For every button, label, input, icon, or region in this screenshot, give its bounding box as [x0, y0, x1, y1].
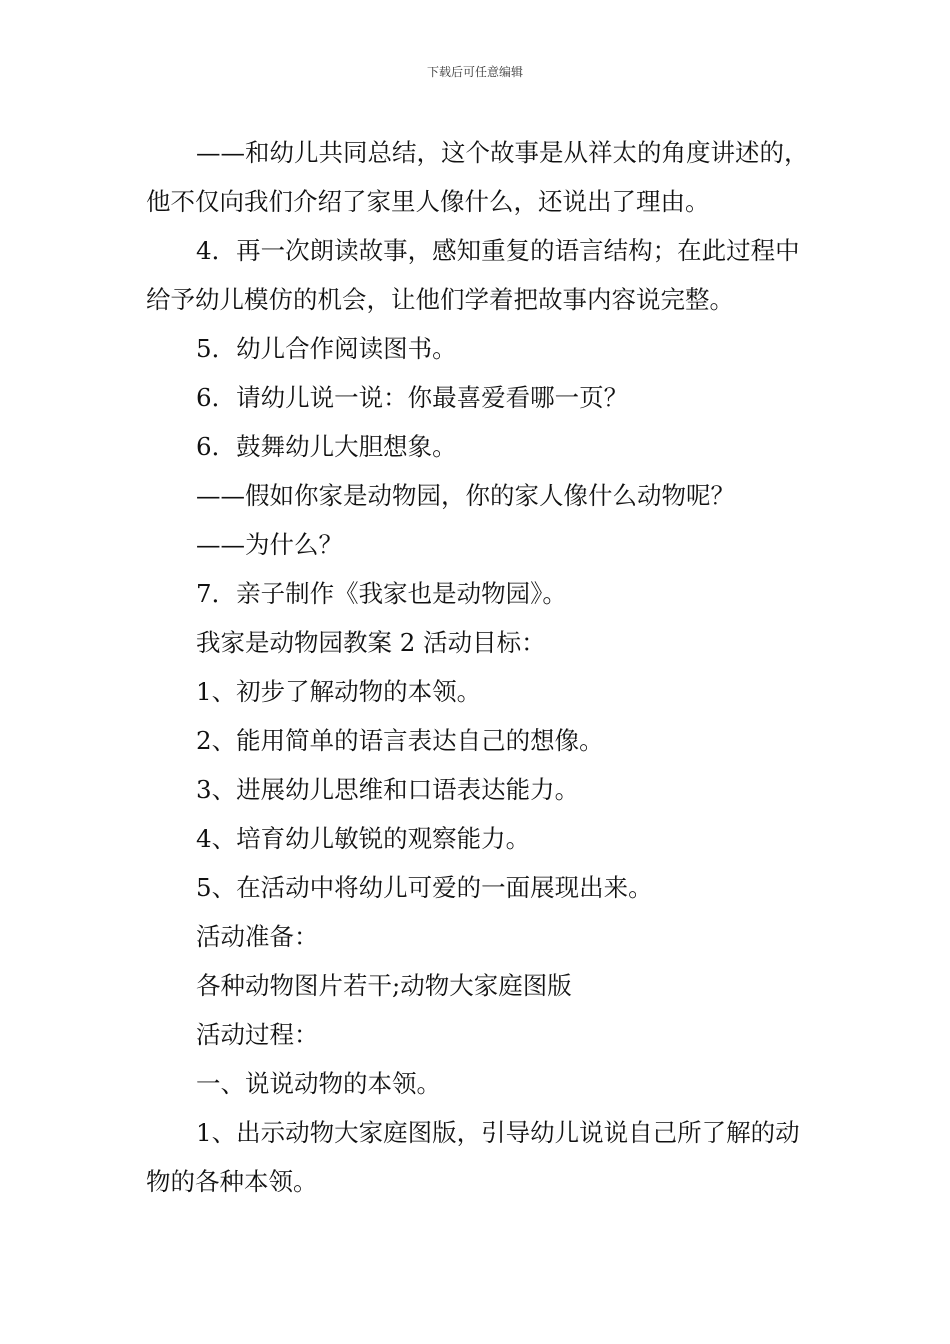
- paragraph-3: 5．幼儿合作阅读图书。: [196, 334, 457, 363]
- paragraph-2: 4．再一次朗读故事，感知重复的语言结构；在此过程中给予幼儿模仿的机会，让他们学着把故事内容说完整。: [146, 236, 800, 314]
- document-body: [146, 128, 810, 1206]
- paragraph-6: ——假如你家是动物园，你的家人像什么动物呢？: [196, 481, 735, 510]
- paragraph-12: 3、进展幼儿思维和口语表达能力。: [196, 775, 580, 804]
- paragraph-8: 7．亲子制作《我家也是动物园》。: [196, 579, 567, 608]
- paragraph-15: 活动准备：: [196, 922, 319, 951]
- page-header-note: 下载后可任意编辑: [426, 65, 523, 79]
- paragraph-1: ——和幼儿共同总结，这个故事是从祥太的角度讲述的，他不仅向我们介绍了家里人像什么，还说出了理由。: [146, 138, 809, 216]
- paragraph-13: 4、培育幼儿敏锐的观察能力。: [196, 824, 531, 853]
- paragraph-18: 一、说说动物的本领。: [196, 1069, 441, 1098]
- paragraph-10: 1、初步了解动物的本领。: [196, 677, 482, 706]
- paragraph-5: 6．鼓舞幼儿大胆想象。: [196, 432, 457, 461]
- paragraph-14: 5、在活动中将幼儿可爱的一面展现出来。: [196, 873, 653, 902]
- paragraph-19: 1、出示动物大家庭图版，引导幼儿说说自己所了解的动物的各种本领。: [146, 1118, 800, 1196]
- paragraph-9: 我家是动物园教案 2 活动目标：: [196, 628, 546, 657]
- paragraph-11: 2、能用简单的语言表达自己的想像。: [196, 726, 604, 755]
- paragraph-4: 6．请幼儿说一说：你最喜爱看哪一页？: [196, 383, 629, 412]
- paragraph-17: 活动过程：: [196, 1020, 319, 1049]
- paragraph-16: 各种动物图片若干;动物大家庭图版: [196, 971, 572, 1000]
- paragraph-7: ——为什么？: [196, 530, 343, 559]
